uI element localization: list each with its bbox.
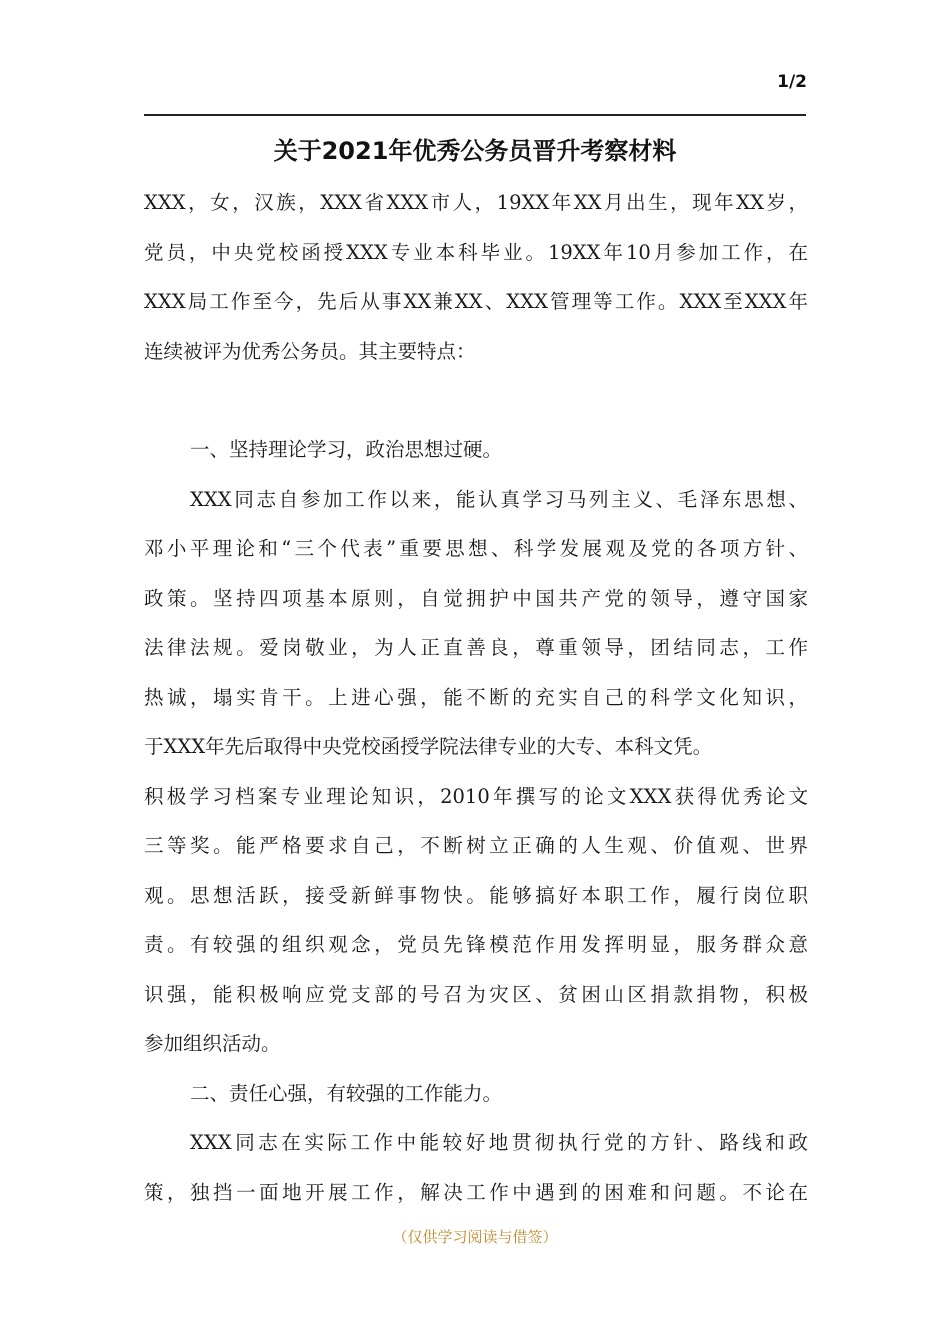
text-line: 识强，能积极响应党支部的号召为灾区、贫困山区捐款捐物，积极	[144, 982, 808, 1006]
text-line: 于XXX年先后取得中央党校函授学院法律专业的大专、本科文凭。	[144, 735, 713, 758]
text-line: XXX同志自参加工作以来，能认真学习马列主义、毛泽东思想、	[190, 487, 808, 511]
body-sections	[144, 425, 808, 1217]
text-line: 责。有较强的组织观念，党员先锋模范作用发挥明显，服务群众意	[144, 933, 808, 956]
text-line: 策，独挡一面地开展工作，解决工作中遇到的困难和问题。不论在	[144, 1180, 808, 1204]
text-line: 政策。坚持四项基本原则，自觉拥护中国共产党的领导，遵守国家	[144, 586, 808, 610]
footer-note: （仅供学习阅读与借签）	[392, 1228, 558, 1246]
text-line: 邓小平理论和“三个代表”重要思想、科学发展观及党的各项方针、	[144, 537, 808, 560]
document-title: 关于2021年优秀公务员晋升考察材料	[273, 137, 677, 165]
text-line: 参加组织活动。	[144, 1032, 281, 1055]
text-line: 三等奖。能严格要求自己，不断树立正确的人生观、价值观、世界	[144, 834, 808, 857]
text-line: 法律法规。爱岗敬业，为人正直善良，尊重领导，团结同志，工作	[144, 636, 808, 659]
section-heading: 二、责任心强，有较强的工作能力。	[190, 1081, 503, 1105]
text-line: 连续被评为优秀公务员。其主要特点：	[144, 339, 476, 363]
page-number: 1/2	[777, 72, 807, 92]
header-rule	[144, 114, 806, 116]
intro-paragraph	[144, 178, 808, 376]
text-line: XXX，女，汉族，XXX省XXX市人，19XX年XX月出生，现年XX岁，	[144, 191, 808, 214]
text-line: 党员，中央党校函授XXX专业本科毕业。19XX年10月参加工作，在	[144, 240, 808, 264]
text-line: 热诚，塌实肯干。上进心强，能不断的充实自己的科学文化知识，	[144, 685, 808, 709]
text-line: 积极学习档案专业理论知识，2010年撰写的论文XXX获得优秀论文	[144, 784, 808, 808]
text-line: XXX局工作至今，先后从事XX兼XX、XXX管理等工作。XXX至XXX年	[144, 290, 808, 313]
text-line: 观。思想活跃，接受新鲜事物快。能够搞好本职工作，履行岗位职	[144, 883, 808, 907]
text-line: XXX同志在实际工作中能较好地贯彻执行党的方针、路线和政	[190, 1131, 808, 1154]
section-heading: 一、坚持理论学习，政治思想过硬。	[190, 438, 503, 461]
